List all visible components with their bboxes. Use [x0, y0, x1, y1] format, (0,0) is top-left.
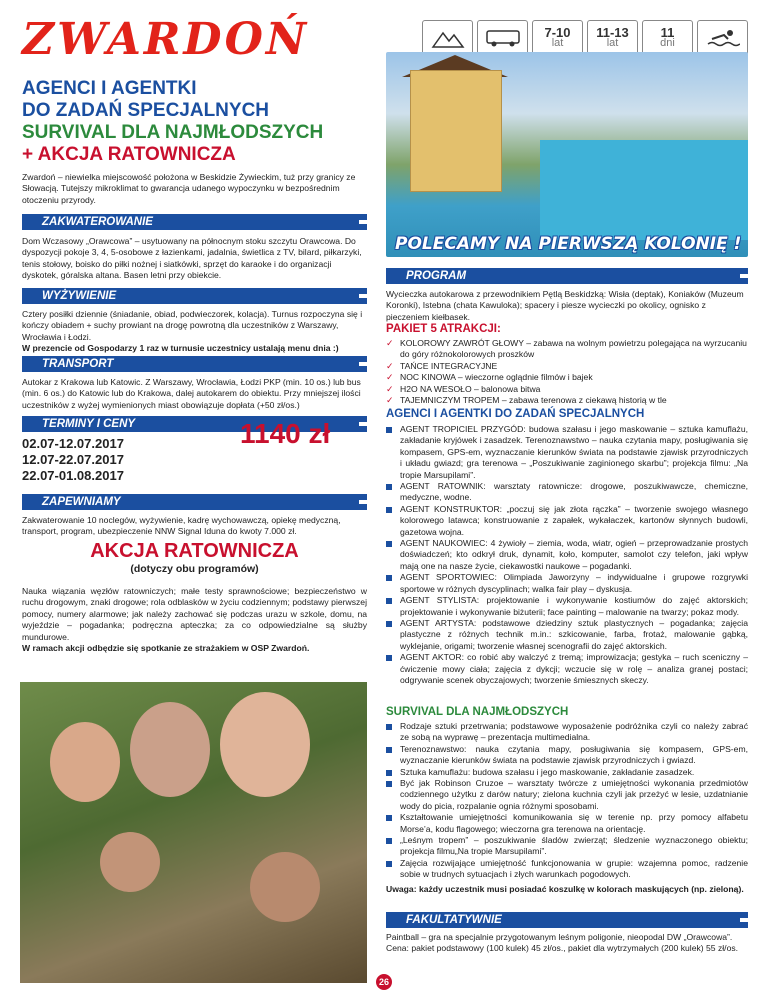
akcja-subtitle: (dotyczy obu programów)	[130, 563, 259, 575]
list-item: Sztuka kamuflażu: budowa szałasu i jego maskowanie, zakładanie zasadzek.	[386, 767, 748, 778]
list-item: Być jak Robinson Cruzoe – warsztaty twórcze z umiejętności wykonania przedmiotów codziennego użytku z darów natury; zielona kuchnia czyli jak przeżyć w lesie, uzdatnianie wody do picia, rozpalanie ognia różnymi sposobami.	[386, 778, 748, 812]
akcja-heading	[22, 540, 367, 575]
list-item: ✓ H2O NA WESOŁO – balonowa bitwa	[386, 384, 748, 395]
list-item: AGENT ARTYSTA: podstawowe dziedziny sztuk plastycznych – pogadanka; zajęcia plastyczne z różnych technik m.in.: szkicowanie, farba, frotaż, malowanie gąbką, wyklejanie, origami; tworzenie własnej scenografii do zajęć aktorskich.	[386, 618, 748, 652]
date-1: 02.07-12.07.2017	[22, 436, 124, 451]
list-item: AGENT NAUKOWIEC: 4 żywioły – ziemia, woda, wiatr, ogień – przeprowadzanie prostych doświadczeń; kto odkrył druk, dynamit, koło, komputer, samolot czy telefon, jaki wpływ mają one na nasze życie, ciekawostki naukowe – pogadanki.	[386, 538, 748, 572]
survival-note: Uwaga: każdy uczestnik musi posiadać koszulkę w kolorach maskujących (np. zieloną).	[386, 883, 744, 894]
swimmer-icon	[697, 20, 748, 56]
survival-list	[386, 721, 748, 895]
list-item: AGENT AKTOR: co robić aby walczyć z tremą; improwizacja; gestyka – ruch sceniczny – ćwiczenie mowy ciała; zajęcia z dykcji; wczucie się w rolę – analiza granej postaci; odgrywanie scenek obyczajowych; tworzenie śmiesznych skeczy.	[386, 652, 748, 686]
list-item: ✓ NOC KINOWA – wieczorne oglądnie filmów i bajek	[386, 372, 748, 383]
days-badge: 11 dni	[642, 20, 693, 56]
list-item: „Leśnym tropem” – poszukiwanie śladów zwierząt; śledzenie wyznaczonego obiektu; projekcja filmu„Na tropie Marsupilami”.	[386, 835, 748, 858]
pool	[540, 140, 748, 240]
agenci-list	[386, 424, 748, 686]
dates-list	[22, 436, 124, 484]
date-3: 22.07-01.08.2017	[22, 468, 124, 483]
list-item: ✓ TAJEMNICZYM TROPEM – zabawa terenowa z ciekawą historią w tle	[386, 395, 748, 406]
list-item: ✓ KOLOROWY ZAWRÓT GŁOWY – zabawa na wolnym powietrzu polegająca na wyrzucaniu do góry różnokolorowych proszków	[386, 338, 748, 361]
headline	[22, 78, 367, 166]
headline-line1: AGENCI I AGENTKI	[22, 78, 197, 99]
age-badge-11-13: 11-13 lat	[587, 20, 638, 56]
list-item: AGENT RATOWNIK: warsztaty ratownicze: drogowe, poszukiwawcze, chemiczne, medyczne, wodne.	[386, 481, 748, 504]
headline-line3: SURVIVAL DLA NAJMŁODSZYCH	[22, 122, 324, 143]
section-zakwaterowanie: ZAKWATEROWANIE	[22, 214, 367, 230]
zapewniamy-text: Zakwaterowanie 10 noclegów, wyżywienie, kadrę wychowawczą, opiekę medyczną, transport, program, ubezpieczenie NNW Signal Iduna do kwoty 7.000 zł.	[22, 515, 341, 537]
transport-text: Autokar z Krakowa lub Katowic. Z Warszawy, Wrocławia, Łodzi PKP (min. 10 os.) lub bus (min. 6 os.) do Katowic lub do Krakowa, dalej autokarem do obiektu. Przy mniejszej ilości uczestników z wyżej wymienionych miast obowiązuje dopłata (+50 zł/os.)	[22, 377, 361, 410]
section-transport: TRANSPORT	[22, 356, 367, 372]
children-photo	[20, 682, 367, 983]
list-item: AGENT TROPICIEL PRZYGÓD: budowa szałasu i jego maskowanie – sztuka kamuflażu, zakładanie kryjówek i zasadzek. Terenoznawstwo – nauka czytania mapy, posługiwania się kompasem, GPS-em, wyznaczanie kierunków świata na podstawie zjawisk przyrodniczych i układu gwiazd; gra terenowa – „Poszukiwanie zaginionego skarbu”; projekcja filmu: „Na tropie Marsupilami”.	[386, 424, 748, 481]
date-2: 12.07-22.07.2017	[22, 452, 124, 467]
atrakcje-heading: PAKIET 5 ATRAKCJI:	[386, 323, 501, 335]
price: 1140 zł	[240, 418, 331, 449]
list-item: AGENT STYLISTA: projektowanie i wykonywanie kostiumów do zajęć aktorskich; projektowanie i wykonywanie biżuterii; face painting – malowanie na twarzy; pokaz mody.	[386, 595, 748, 618]
list-item: AGENT KONSTRUKTOR: „poczuj się jak złota rączka” – tworzenie swojego własnego kolorowego latawca; konstruowanie z zapałek, wykałaczek, kartonów słynnych budowli, gazetowa wojna.	[386, 504, 748, 538]
list-item: Rodzaje sztuki przetrwania; podstawowe wyposażenie podróżnika czyli co należy zabrać ze sobą na wyprawę – prezentacja multimedialna.	[386, 721, 748, 744]
agenci-heading: AGENCI I AGENTKI DO ZADAŃ SPECJALNYCH	[386, 408, 645, 420]
bus-icon	[477, 20, 528, 56]
section-terminy: TERMINY I CENY	[22, 416, 367, 432]
fakultatywnie-text: Paintball – gra na specjalnie przygotowanym leśnym poligonie, nieopodal DW „Orawcowa”. Cena: pakiet podstawowy (100 kulek) 45 zł/os., pakiet dla wytrzymałych (200 kulek) 55 zł/os.	[386, 932, 739, 954]
info-icons	[422, 20, 748, 56]
zakwaterowanie-text: Dom Wczasowy „Orawcowa” – usytuowany na północnym stoku szczytu Orawcowa. Do dyspozycji pokoje 3, 4, 5-osobowe z łazienkami, jadalnia, świetlica z TV, bilard, piłkarzyki, tenis stołowy, boisko do piłki nożnej i siatkówki, sprzęt do karaoke i do organizacji dyskotek, góralska altana. Basen letni przy obiekcie.	[22, 236, 362, 281]
section-fakultatywnie: FAKULTATYWNIE	[386, 912, 748, 928]
akcja-text: Nauka wiązania węzłów ratowniczych; małe testy sprawnościowe; bezpieczeństwo w ruchu drogowym, znaki drogowe; rola odblasków w życiu codziennym; podstawy pierwszej pomocy, numery alarmowe; jak należy zachować się podczas urazu w szkole, domu, na wyjeździe – pogadanka; podręczna apteczka; za co odpowiedzialne są służby mundurowe. W ramach akcji odbędzie się spotkanie ze strażakiem w OSP Zwardoń.	[22, 586, 367, 654]
house	[410, 70, 502, 192]
list-item: AGENT SPORTOWIEC: Olimpiada Jaworzyny – indywidualne i grupowe rozgrywki sportowe w różnych dyscyplinach; walka fair play – dyskusja.	[386, 572, 748, 595]
atrakcje-list	[386, 338, 748, 406]
program-text: Wycieczka autokarowa z przewodnikiem Pętlą Beskidzką: Wisła (deptak), Koniaków (Muzeum Koronki), Istebna (chata Kawuloka); spacery i piesze wycieczki po okolicy, ognisko z pieczeniem kiełbasek.	[386, 289, 744, 322]
section-zapewniamy: ZAPEWNIAMY	[22, 494, 367, 510]
age-badge-7-10: 7-10 lat	[532, 20, 583, 56]
section-program: PROGRAM	[386, 268, 748, 284]
section-wyzywienie: WYŻYWIENIE	[22, 288, 367, 304]
page-number: 26	[376, 974, 392, 990]
list-item: Terenoznawstwo: nauka czytania mapy, posługiwania się kompasem, GPS-em, wyznaczanie kierunków świata na podstawie zjawisk przyrodniczych i gwiazd.	[386, 744, 748, 767]
akcja-title: AKCJA RATOWNICZA	[90, 540, 299, 562]
headline-line2: DO ZADAŃ SPECJALNYCH	[22, 100, 270, 121]
recommend-banner: POLECAMY NA PIERWSZĄ KOLONIĘ !	[395, 234, 742, 254]
list-item: ✓ TAŃCE INTEGRACYJNE	[386, 361, 748, 372]
list-item: Zajęcia rozwijające umiejętność funkcjonowania w grupie: wzajemna pomoc, radzenie sobie w trudnych sytuacjach i złych warunkach pogodowych.	[386, 858, 748, 881]
intro-text: Zwardoń – niewielka miejscowość położona w Beskidzie Żywieckim, tuż przy granicy ze Słowacją. Tutejszy mikroklimat to gwarancja udanego wypoczynku w bezpośrednim otoczeniu przyrody.	[22, 172, 356, 205]
survival-heading: SURVIVAL DLA NAJMŁODSZYCH	[386, 706, 569, 718]
page-title: ZWARDOŃ	[22, 14, 310, 65]
mountains-icon	[422, 20, 473, 56]
wyzywienie-text: Cztery posiłki dziennie (śniadanie, obiad, podwieczorek, kolacja). Turnus rozpoczyna się i kończy obiadem + suchy prowiant na drogę powrotną dla uczestników z Warszawy, Wrocławia i Łodzi. W prezencie od Gospodarzy 1 raz w turnusie uczestnicy ustalają menu dnia :)	[22, 309, 363, 354]
list-item: Kształtowanie umiejętności komunikowania się w terenie np. przy pomocy alfabetu Morse’a, kodu flagowego; wieczorna gra terenowa na orientację.	[386, 812, 748, 835]
headline-line4: + AKCJA RATOWNICZA	[22, 144, 236, 165]
